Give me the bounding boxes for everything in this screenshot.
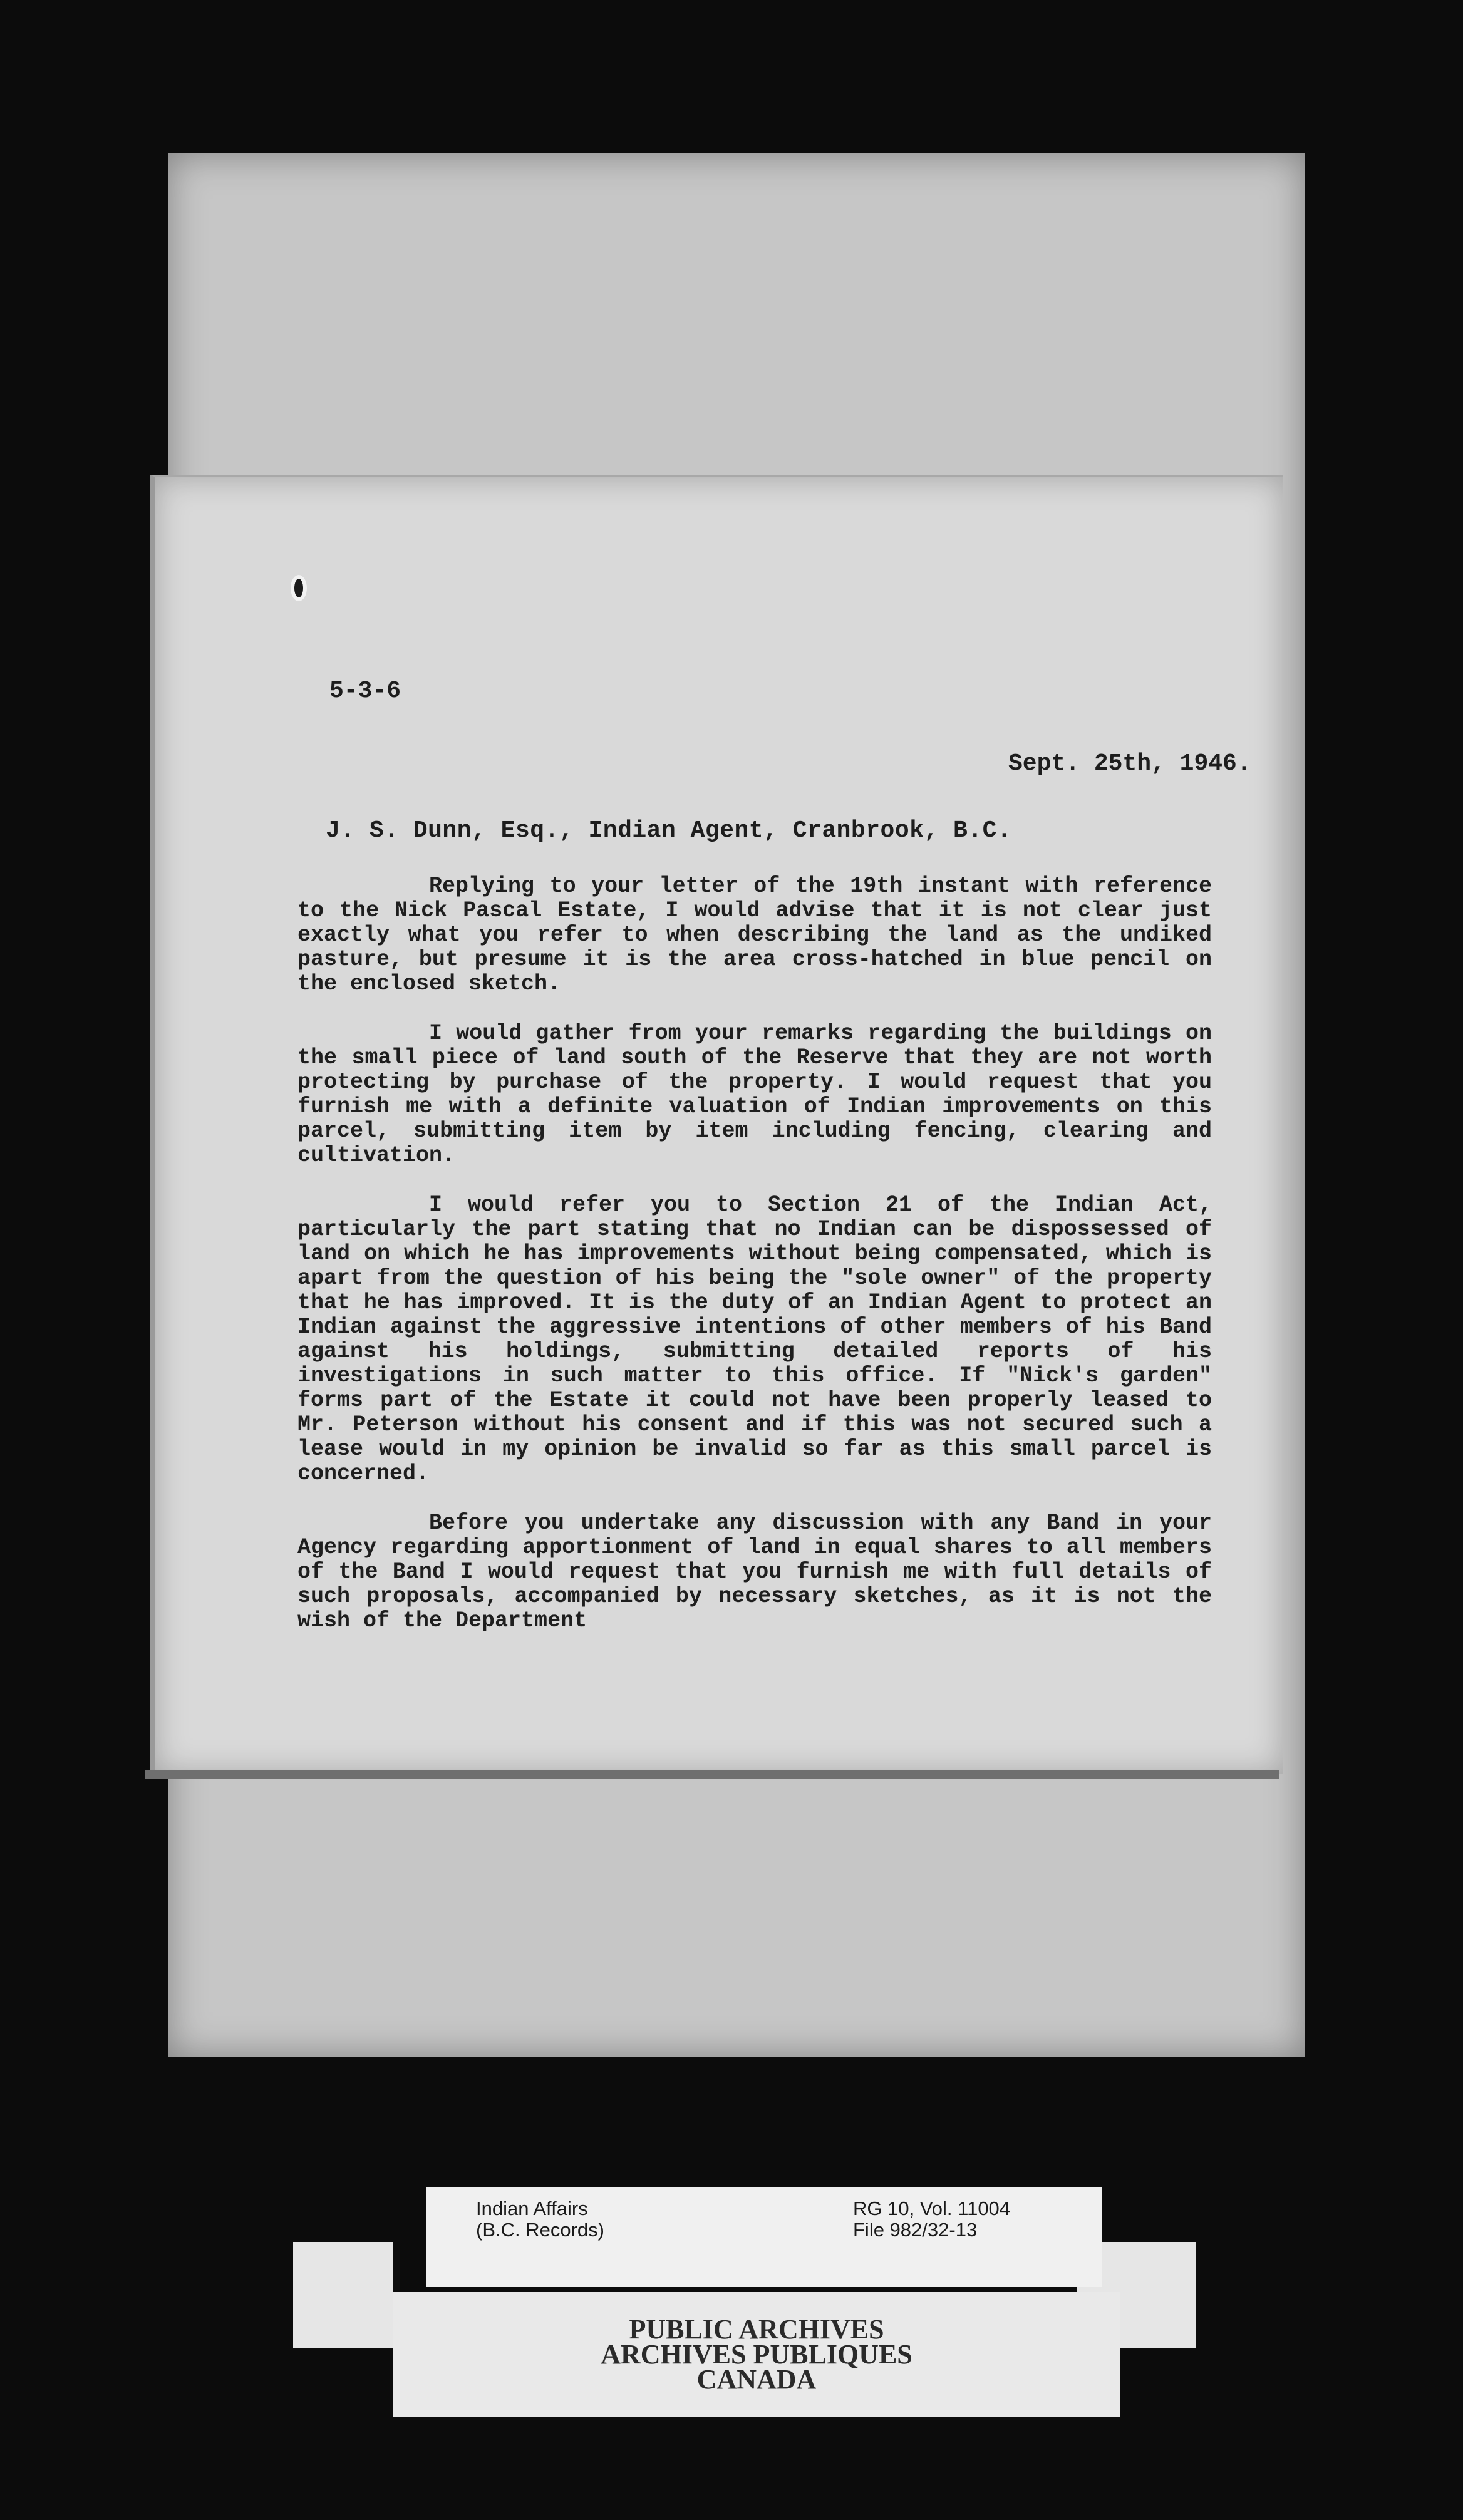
paragraph-1: Replying to your letter of the 19th instant with reference to the Nick Pascal Estate, I would advise that it is not clear just exactly what you refer to when describing the land as the undiked pasture, but presume it is the area cross-hatched in blue pencil on the enclosed sketch. bbox=[297, 874, 1212, 996]
letter-date: Sept. 25th, 1946. bbox=[1008, 750, 1251, 777]
paragraph-4: Before you undertake any discussion with any Band in your Agency regarding apportionment of land in equal shares to all members of the Band I would request that you furnish me with full details of such proposals, accompanied by necessary sketches, as it is not the wish of the Department bbox=[297, 1510, 1212, 1633]
punch-hole bbox=[291, 575, 307, 601]
letter-bottom-edge bbox=[145, 1770, 1279, 1779]
stamp-line-1: PUBLIC ARCHIVES bbox=[629, 2314, 884, 2345]
stamp-line-3: CANADA bbox=[696, 2364, 817, 2395]
record-reference bbox=[853, 2198, 1010, 2241]
agency-name: Indian Affairs bbox=[476, 2197, 588, 2219]
agency-label bbox=[476, 2198, 604, 2241]
file-number: File 982/32-13 bbox=[853, 2219, 978, 2241]
public-archives-stamp bbox=[393, 2314, 1120, 2395]
paragraph-3: I would refer you to Section 21 of the Indian Act, particularly the part stating that no Indian can be dispossessed of land on which he has improvements without being compensated, which is apart from the question of his being the "sole owner" of the property that he has improved. It is the duty of an Indian Agent to protect an Indian against the aggressive intentions of other members of his Band against his holdings, submitting detailed reports of his investigations in such matter to this office. If "Nick's garden" forms part of the Estate it could not have been properly leased to Mr. Peterson without his consent and if this was not secured such a lease would in my opinion be invalid so far as this small parcel is concerned. bbox=[297, 1192, 1212, 1486]
record-group: RG 10, Vol. 11004 bbox=[853, 2197, 1011, 2219]
file-reference: 5-3-6 bbox=[329, 678, 401, 705]
paragraph-2: I would gather from your remarks regarding the buildings on the small piece of land south of the Reserve that they are not worth protecting by purchase of the property. I would request that you furnish me with a definite valuation of Indian improvements on this parcel, submitting item by item including fencing, clearing and cultivation. bbox=[297, 1021, 1212, 1168]
agency-records: (B.C. Records) bbox=[476, 2219, 604, 2241]
addressee-line: J. S. Dunn, Esq., Indian Agent, Cranbrook, B.C. bbox=[326, 817, 1012, 844]
letter-body bbox=[297, 874, 1212, 1633]
stamp-line-2: ARCHIVES PUBLIQUES bbox=[601, 2339, 912, 2370]
label-tab-left bbox=[293, 2242, 393, 2348]
